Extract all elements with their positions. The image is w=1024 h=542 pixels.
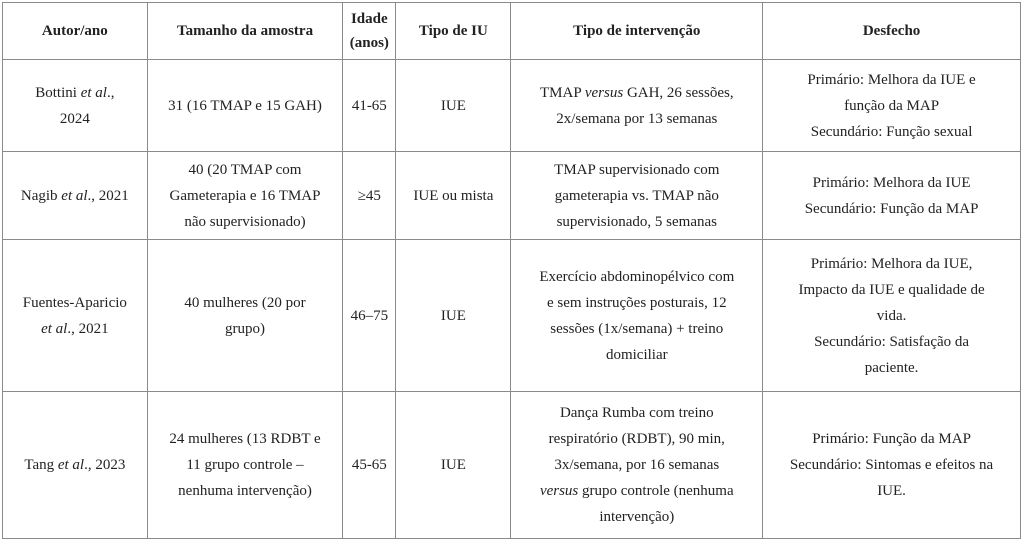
interv-line: e sem instruções posturais, 12 bbox=[547, 294, 727, 311]
desfecho-line: Secundário: Função sexual bbox=[810, 123, 973, 140]
header-idade-line1: Idade bbox=[350, 11, 388, 27]
header-idade-line2: (anos) bbox=[349, 35, 389, 51]
desfecho-line: Primário: Função da MAP bbox=[812, 431, 971, 447]
tamanho-line: 24 mulheres (13 RDBT e bbox=[169, 431, 321, 447]
cell-desfecho bbox=[763, 152, 1021, 240]
interv-versus: versus bbox=[584, 84, 624, 101]
interv-line: Dança Rumba com treino bbox=[559, 405, 714, 421]
cell-tipo: IUE bbox=[396, 392, 511, 539]
autor-line bbox=[9, 80, 141, 106]
interv-text: TMAP bbox=[539, 84, 585, 101]
interv-line: intervenção) bbox=[599, 509, 675, 525]
autor-etal: et al bbox=[80, 84, 107, 101]
autor-etal: et al bbox=[57, 457, 85, 473]
interv-line: 2x/semana por 13 semanas bbox=[556, 110, 718, 127]
desfecho-line: Secundário: Sintomas e efeitos na bbox=[789, 457, 994, 473]
tamanho-line: 40 mulheres (20 por bbox=[184, 294, 306, 311]
interv-line: 3x/semana, por 16 semanas bbox=[554, 457, 720, 473]
table-row bbox=[3, 152, 1021, 240]
autor-name: Nagib bbox=[20, 187, 62, 204]
autor-year: 2024 bbox=[59, 110, 90, 127]
desfecho-line: Primário: Melhora da IUE, bbox=[810, 255, 973, 272]
cell-tamanho bbox=[147, 392, 343, 539]
interv-line: gameterapia vs. TMAP não bbox=[554, 187, 719, 204]
table-row bbox=[3, 60, 1021, 152]
desfecho-line: Primário: Melhora da IUE bbox=[812, 174, 971, 191]
autor-suffix: ., 2021 bbox=[67, 320, 109, 337]
tamanho-line: 40 (20 TMAP com bbox=[188, 161, 302, 178]
cell-idade: 46–75 bbox=[343, 240, 396, 392]
interv-line: domiciliar bbox=[605, 346, 668, 363]
tamanho-line: Gameterapia e 16 TMAP bbox=[169, 187, 321, 204]
autor-suffix: ., bbox=[106, 84, 115, 101]
tamanho-line: nenhuma intervenção) bbox=[178, 483, 312, 499]
autor-line bbox=[9, 183, 141, 209]
header-tamanho: Tamanho da amostra bbox=[147, 3, 343, 60]
cell-autor bbox=[3, 240, 148, 392]
interv-versus: versus bbox=[539, 483, 579, 499]
studies-table bbox=[2, 2, 1021, 539]
table-row bbox=[3, 240, 1021, 392]
desfecho-line: vida. bbox=[876, 307, 907, 324]
tamanho-line: não supervisionado) bbox=[184, 213, 306, 230]
header-desfecho: Desfecho bbox=[763, 3, 1021, 60]
autor-name: Bottini bbox=[35, 84, 81, 101]
cell-tipo: IUE bbox=[396, 240, 511, 392]
interv-line bbox=[517, 478, 756, 504]
interv-line: TMAP supervisionado com bbox=[554, 161, 720, 178]
cell-autor bbox=[3, 60, 148, 152]
interv-line bbox=[517, 80, 756, 106]
desfecho-line: Secundário: Satisfação da bbox=[814, 333, 970, 350]
autor-name: Tang bbox=[24, 457, 58, 473]
autor-suffix: ., 2023 bbox=[84, 457, 126, 473]
cell-tamanho: 31 (16 TMAP e 15 GAH) bbox=[147, 60, 343, 152]
cell-tamanho bbox=[147, 152, 343, 240]
desfecho-line: Secundário: Função da MAP bbox=[804, 200, 979, 217]
cell-idade: 41-65 bbox=[343, 60, 396, 152]
cell-intervencao bbox=[511, 240, 763, 392]
autor-etal: et al bbox=[41, 320, 68, 337]
autor-line bbox=[9, 452, 141, 478]
autor-suffix: ., 2021 bbox=[87, 187, 129, 204]
desfecho-line: Primário: Melhora da IUE e bbox=[807, 71, 976, 88]
tamanho-line: grupo) bbox=[225, 320, 265, 337]
interv-line: respiratório (RDBT), 90 min, bbox=[548, 431, 725, 447]
autor-etal: et al bbox=[61, 187, 88, 204]
autor-line bbox=[9, 316, 141, 342]
cell-autor bbox=[3, 152, 148, 240]
desfecho-line: Impacto da IUE e qualidade de bbox=[798, 281, 985, 298]
desfecho-line: paciente. bbox=[864, 359, 919, 376]
cell-tamanho bbox=[147, 240, 343, 392]
cell-autor bbox=[3, 392, 148, 539]
header-idade bbox=[343, 3, 396, 60]
cell-desfecho bbox=[763, 240, 1021, 392]
cell-desfecho bbox=[763, 392, 1021, 539]
header-intervencao: Tipo de intervenção bbox=[511, 3, 763, 60]
cell-intervencao bbox=[511, 152, 763, 240]
interv-text: grupo controle (nenhuma bbox=[578, 483, 734, 499]
header-tipo: Tipo de IU bbox=[396, 3, 511, 60]
table-row bbox=[3, 392, 1021, 539]
interv-line: Exercício abdominopélvico com bbox=[539, 268, 735, 285]
cell-idade: ≥45 bbox=[343, 152, 396, 240]
autor-name: Fuentes-Aparicio bbox=[22, 294, 127, 311]
interv-line: sessões (1x/semana) + treino bbox=[550, 320, 724, 337]
table-header-row bbox=[3, 3, 1021, 60]
tamanho-line: 11 grupo controle – bbox=[186, 457, 304, 473]
cell-tipo: IUE ou mista bbox=[396, 152, 511, 240]
cell-intervencao bbox=[511, 392, 763, 539]
header-autor: Autor/ano bbox=[3, 3, 148, 60]
interv-line: supervisionado, 5 semanas bbox=[556, 213, 717, 230]
cell-idade: 45-65 bbox=[343, 392, 396, 539]
desfecho-line: função da MAP bbox=[844, 97, 940, 114]
interv-text: GAH, 26 sessões, bbox=[623, 84, 734, 101]
cell-desfecho bbox=[763, 60, 1021, 152]
cell-tipo: IUE bbox=[396, 60, 511, 152]
desfecho-line: IUE. bbox=[877, 483, 906, 499]
cell-intervencao bbox=[511, 60, 763, 152]
